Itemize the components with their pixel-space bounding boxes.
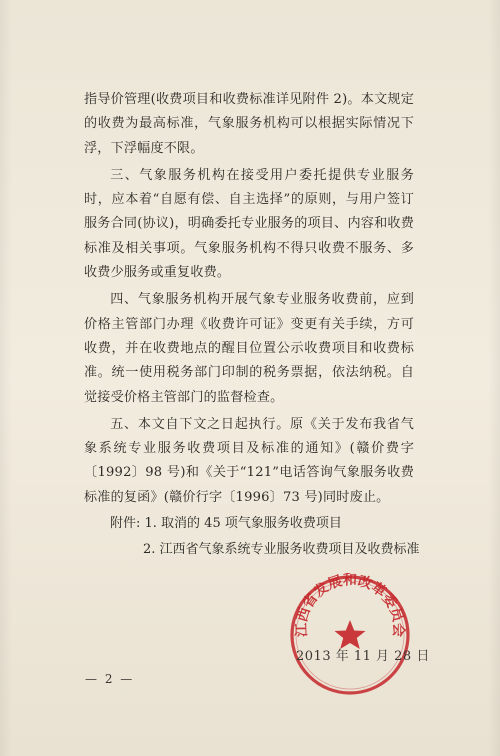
paragraph-3: 三、气象服务机构在接受用户委托提供专业服务时，应本着“自愿有偿、自主选择”的原则，与用户签订服务合同(协议)，明确委托专业服务的项目、内容和收费标准及相关事项。气象服务机构不得只收费不服务、多收费少服务或重复收费。: [84, 167, 414, 281]
attachment-2: 2. 江西省气象系统专业服务收费项目及收费标准: [143, 542, 420, 557]
official-seal: [288, 573, 412, 697]
issue-date: 2013 年 11 月 28 日: [296, 649, 430, 664]
page-number: — 2 —: [85, 672, 135, 686]
seal-text: 江西省发展和改革委员会: [293, 573, 407, 638]
paragraph-1: 指导价管理(收费项目和收费标准详见附件 2)。本文规定的收费为最高标准，气象服务机构可以根据实际情况下浮，下浮幅度不限。: [84, 92, 414, 156]
attachment-1: 附件: 1. 取消的 45 项气象服务收费项目: [110, 516, 342, 531]
document-body: [84, 88, 414, 513]
paragraph-5: 五、本文自下文之日起执行。原《关于发布我省气象系统专业服务收费项目及标准的通知》(赣价费字〔1992〕98 号)和《关于“121”电话答询气象服务收费标准的复函》(赣价行字〔1996〕73 号)同时废止。: [84, 416, 414, 505]
paragraph-4: 四、气象服务机构开展气象专业服务收费前，应到价格主管部门办理《收费许可证》变更有关手续，方可收费，并在收费地点的醒目位置公示收费项目和收费标准。统一使用税务部门印制的税务票据，依法纳税。自觉接受价格主管部门的监督检查。: [84, 292, 414, 405]
